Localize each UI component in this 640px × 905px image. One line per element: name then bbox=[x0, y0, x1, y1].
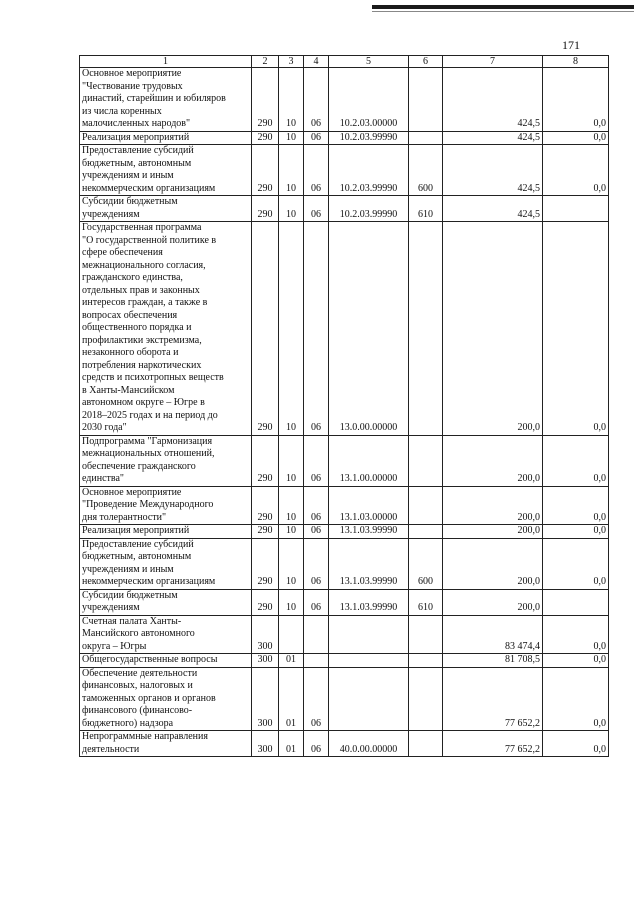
expense-type-cell bbox=[409, 667, 443, 731]
table-row bbox=[80, 131, 609, 145]
column-header: 6 bbox=[409, 56, 443, 68]
table-row bbox=[80, 435, 609, 486]
budget-table bbox=[79, 55, 609, 757]
amount-2-cell: 0,0 bbox=[543, 667, 609, 731]
table-row bbox=[80, 538, 609, 589]
subsection-cell: 06 bbox=[304, 196, 329, 222]
admin-code-cell: 290 bbox=[252, 589, 279, 615]
target-article-cell: 10.2.03.99990 bbox=[329, 196, 409, 222]
section-cell: 10 bbox=[279, 589, 304, 615]
admin-code-cell: 290 bbox=[252, 486, 279, 525]
amount-cell: 200,0 bbox=[443, 538, 543, 589]
amount-2-cell: 0,0 bbox=[543, 731, 609, 757]
expense-type-cell bbox=[409, 435, 443, 486]
target-article-cell bbox=[329, 667, 409, 731]
subsection-cell: 06 bbox=[304, 538, 329, 589]
section-cell: 10 bbox=[279, 525, 304, 539]
amount-cell: 200,0 bbox=[443, 525, 543, 539]
table-row bbox=[80, 196, 609, 222]
section-cell: 10 bbox=[279, 538, 304, 589]
expense-type-cell bbox=[409, 654, 443, 668]
section-cell: 01 bbox=[279, 731, 304, 757]
admin-code-cell: 290 bbox=[252, 145, 279, 196]
amount-2-cell: 0,0 bbox=[543, 525, 609, 539]
column-header: 8 bbox=[543, 56, 609, 68]
subsection-cell: 06 bbox=[304, 731, 329, 757]
target-article-cell: 13.1.03.00000 bbox=[329, 486, 409, 525]
section-cell: 01 bbox=[279, 654, 304, 668]
section-cell: 10 bbox=[279, 145, 304, 196]
row-name-cell: Реализация мероприятий bbox=[80, 525, 252, 539]
admin-code-cell: 290 bbox=[252, 538, 279, 589]
expense-type-cell: 610 bbox=[409, 589, 443, 615]
header-row bbox=[80, 56, 609, 68]
expense-type-cell bbox=[409, 731, 443, 757]
target-article-cell: 10.2.03.00000 bbox=[329, 68, 409, 132]
amount-cell: 200,0 bbox=[443, 589, 543, 615]
admin-code-cell: 290 bbox=[252, 196, 279, 222]
admin-code-cell: 300 bbox=[252, 731, 279, 757]
amount-cell: 77 652,2 bbox=[443, 731, 543, 757]
expense-type-cell bbox=[409, 615, 443, 654]
amount-2-cell: 0,0 bbox=[543, 486, 609, 525]
row-name-cell: Счетная палата Ханты- Мансийского автономного округа – Югры bbox=[80, 615, 252, 654]
expense-type-cell bbox=[409, 68, 443, 132]
row-name-cell: Непрограммные направления деятельности bbox=[80, 731, 252, 757]
amount-2-cell: 0,0 bbox=[543, 615, 609, 654]
expense-type-cell: 600 bbox=[409, 145, 443, 196]
subsection-cell: 06 bbox=[304, 486, 329, 525]
amount-cell: 200,0 bbox=[443, 435, 543, 486]
amount-2-cell: 0,0 bbox=[543, 538, 609, 589]
expense-type-cell bbox=[409, 131, 443, 145]
table-row bbox=[80, 145, 609, 196]
target-article-cell: 13.1.00.00000 bbox=[329, 435, 409, 486]
column-header: 1 bbox=[80, 56, 252, 68]
expense-type-cell: 610 bbox=[409, 196, 443, 222]
amount-cell: 424,5 bbox=[443, 196, 543, 222]
amount-cell: 424,5 bbox=[443, 145, 543, 196]
table-row bbox=[80, 654, 609, 668]
target-article-cell: 13.0.00.00000 bbox=[329, 222, 409, 436]
column-header: 3 bbox=[279, 56, 304, 68]
row-name-cell: Субсидии бюджетным учреждениям bbox=[80, 589, 252, 615]
subsection-cell: 06 bbox=[304, 589, 329, 615]
section-cell: 01 bbox=[279, 667, 304, 731]
subsection-cell: 06 bbox=[304, 68, 329, 132]
amount-2-cell bbox=[543, 589, 609, 615]
expense-type-cell bbox=[409, 486, 443, 525]
amount-cell: 424,5 bbox=[443, 131, 543, 145]
admin-code-cell: 300 bbox=[252, 615, 279, 654]
admin-code-cell: 300 bbox=[252, 667, 279, 731]
target-article-cell: 10.2.03.99990 bbox=[329, 131, 409, 145]
subsection-cell: 06 bbox=[304, 145, 329, 196]
amount-cell: 77 652,2 bbox=[443, 667, 543, 731]
amount-2-cell: 0,0 bbox=[543, 435, 609, 486]
row-name-cell: Основное мероприятие "Чествование трудовых династий, старейшин и юбиляров из числа коренных малочисленных народов" bbox=[80, 68, 252, 132]
table-row bbox=[80, 222, 609, 436]
amount-2-cell: 0,0 bbox=[543, 654, 609, 668]
subsection-cell bbox=[304, 654, 329, 668]
amount-cell: 200,0 bbox=[443, 486, 543, 525]
section-cell: 10 bbox=[279, 196, 304, 222]
admin-code-cell: 290 bbox=[252, 435, 279, 486]
table-row bbox=[80, 589, 609, 615]
row-name-cell: Предоставление субсидий бюджетным, автономным учреждениям и иным некоммерческим организациям bbox=[80, 538, 252, 589]
column-header: 4 bbox=[304, 56, 329, 68]
column-header: 7 bbox=[443, 56, 543, 68]
amount-2-cell: 0,0 bbox=[543, 222, 609, 436]
section-cell: 10 bbox=[279, 131, 304, 145]
table-row bbox=[80, 731, 609, 757]
subsection-cell: 06 bbox=[304, 222, 329, 436]
page-number: 171 bbox=[562, 38, 580, 52]
subsection-cell bbox=[304, 615, 329, 654]
scan-edge-mark-thin bbox=[372, 11, 634, 12]
subsection-cell: 06 bbox=[304, 525, 329, 539]
amount-2-cell: 0,0 bbox=[543, 131, 609, 145]
amount-2-cell: 0,0 bbox=[543, 145, 609, 196]
expense-type-cell bbox=[409, 525, 443, 539]
expense-type-cell bbox=[409, 222, 443, 436]
scan-edge-mark bbox=[372, 5, 634, 9]
subsection-cell: 06 bbox=[304, 131, 329, 145]
table-row bbox=[80, 68, 609, 132]
table-row bbox=[80, 486, 609, 525]
row-name-cell: Подпрограмма "Гармонизация межнациональных отношений, обеспечение гражданского единства" bbox=[80, 435, 252, 486]
table-row bbox=[80, 615, 609, 654]
target-article-cell bbox=[329, 615, 409, 654]
column-header: 2 bbox=[252, 56, 279, 68]
amount-cell: 200,0 bbox=[443, 222, 543, 436]
row-name-cell: Основное мероприятие "Проведение Международного дня толерантности" bbox=[80, 486, 252, 525]
amount-cell: 424,5 bbox=[443, 68, 543, 132]
subsection-cell: 06 bbox=[304, 667, 329, 731]
target-article-cell: 40.0.00.00000 bbox=[329, 731, 409, 757]
admin-code-cell: 290 bbox=[252, 68, 279, 132]
row-name-cell: Предоставление субсидий бюджетным, автономным учреждениям и иным некоммерческим организациям bbox=[80, 145, 252, 196]
admin-code-cell: 290 bbox=[252, 131, 279, 145]
target-article-cell: 13.1.03.99990 bbox=[329, 589, 409, 615]
target-article-cell bbox=[329, 654, 409, 668]
row-name-cell: Общегосударственные вопросы bbox=[80, 654, 252, 668]
section-cell: 10 bbox=[279, 68, 304, 132]
amount-cell: 83 474,4 bbox=[443, 615, 543, 654]
amount-cell: 81 708,5 bbox=[443, 654, 543, 668]
subsection-cell: 06 bbox=[304, 435, 329, 486]
column-header: 5 bbox=[329, 56, 409, 68]
table-row bbox=[80, 525, 609, 539]
row-name-cell: Государственная программа "О государственной политике в сфере обеспечения межнационального согласия, гражданского единства, отдельных прав и законных интересов граждан, а также в вопросах обеспечения общественного порядка и профилактики экстремизма, незаконного оборота и потребления наркотических средств и психотропных веществ в Ханты-Мансийском автономном округе – Югре в 2018–2025 годах и на период до 2030 года" bbox=[80, 222, 252, 436]
admin-code-cell: 300 bbox=[252, 654, 279, 668]
expense-type-cell: 600 bbox=[409, 538, 443, 589]
table-row bbox=[80, 667, 609, 731]
target-article-cell: 13.1.03.99990 bbox=[329, 525, 409, 539]
target-article-cell: 10.2.03.99990 bbox=[329, 145, 409, 196]
target-article-cell: 13.1.03.99990 bbox=[329, 538, 409, 589]
section-cell: 10 bbox=[279, 486, 304, 525]
amount-2-cell bbox=[543, 196, 609, 222]
admin-code-cell: 290 bbox=[252, 525, 279, 539]
section-cell: 10 bbox=[279, 222, 304, 436]
section-cell: 10 bbox=[279, 435, 304, 486]
row-name-cell: Обеспечение деятельности финансовых, налоговых и таможенных органов и органов финансового (финансово- бюджетного) надзора bbox=[80, 667, 252, 731]
admin-code-cell: 290 bbox=[252, 222, 279, 436]
row-name-cell: Субсидии бюджетным учреждениям bbox=[80, 196, 252, 222]
section-cell bbox=[279, 615, 304, 654]
amount-2-cell: 0,0 bbox=[543, 68, 609, 132]
row-name-cell: Реализация мероприятий bbox=[80, 131, 252, 145]
